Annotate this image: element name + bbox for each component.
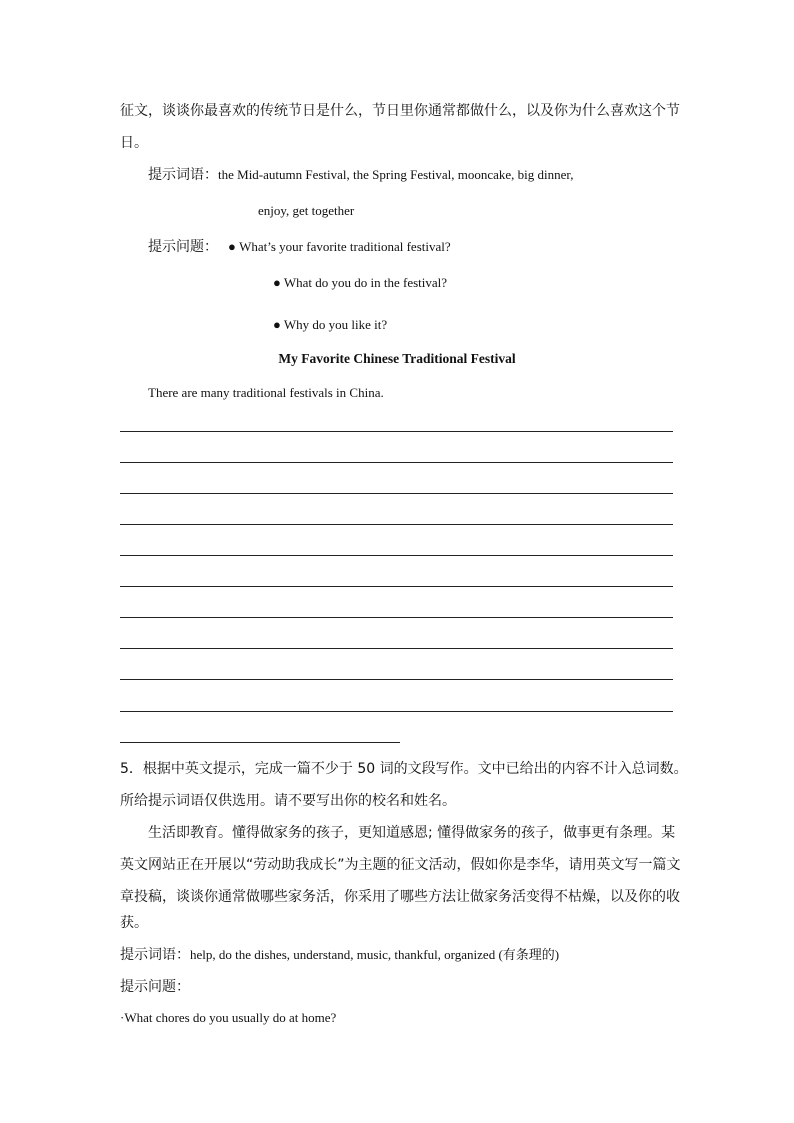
answer-line — [120, 524, 673, 525]
q4-hint-words-label: 提示词语： — [148, 167, 218, 183]
answer-line — [120, 648, 673, 649]
q5-hint-questions-label: 提示问题： — [120, 979, 190, 995]
q5-line-1: 5．根据中英文提示，完成一篇不少于 50 词的文段写作。文中已给出的内容不计入总词数。 — [120, 761, 688, 777]
answer-line-short — [120, 742, 400, 743]
q5-line-2: 所给提示词语仅供选用。请不要写出你的校名和姓名。 — [120, 793, 456, 809]
answer-line — [120, 462, 673, 463]
answer-line — [120, 431, 673, 432]
q4-hint-questions-label: 提示问题： — [148, 239, 218, 255]
answer-line — [120, 586, 673, 587]
q5-hint-words-line — [120, 945, 559, 965]
answer-line — [120, 555, 673, 556]
essay-title: My Favorite Chinese Traditional Festival — [278, 351, 516, 366]
q5-hint-words-text: help, do the dishes, understand, music, thankful, organized (有条理的) — [190, 947, 560, 962]
q4-question-3: ● Why do you like it? — [273, 317, 388, 332]
answer-line — [120, 711, 673, 712]
q5-paragraph-line-3: 章投稿，谈谈你通常做哪些家务活，你采用了哪些方法让做家务活变得不枯燥，以及你的收 — [120, 889, 680, 905]
essay-start: There are many traditional festivals in China. — [148, 385, 384, 400]
q4-hint-question-row-1 — [148, 237, 451, 257]
q4-hint-words-line-2: enjoy, get together — [258, 203, 355, 218]
q5-hint-words-label: 提示词语： — [120, 947, 190, 963]
q4-question-2: ● What do you do in the festival? — [273, 275, 448, 290]
answer-line — [120, 617, 673, 618]
q4-intro-line-1: 征文，谈谈你最喜欢的传统节日是什么，节日里你通常都做什么，以及你为什么喜欢这个节 — [120, 103, 680, 119]
q4-intro-line-2: 日。 — [120, 135, 148, 151]
answer-line — [120, 493, 673, 494]
q5-question-1: ·What chores do you usually do at home? — [120, 1010, 337, 1025]
q5-paragraph-line-1: 生活即教育。懂得做家务的孩子，更知道感恩; 懂得做家务的孩子，做事更有条理。某 — [148, 825, 676, 841]
q4-question-1: ● What’s your favorite traditional festival? — [228, 239, 451, 254]
q4-hint-words-text-1: the Mid-autumn Festival, the Spring Festival, mooncake, big dinner, — [218, 167, 574, 182]
answer-line — [120, 679, 673, 680]
q5-paragraph-line-2: 英文网站正在开展以“劳动助我成长”为主题的征文活动，假如你是李华，请用英文写一篇文 — [120, 857, 681, 873]
q4-hint-words-line-1 — [148, 165, 573, 185]
q5-paragraph-line-4: 获。 — [120, 915, 148, 931]
